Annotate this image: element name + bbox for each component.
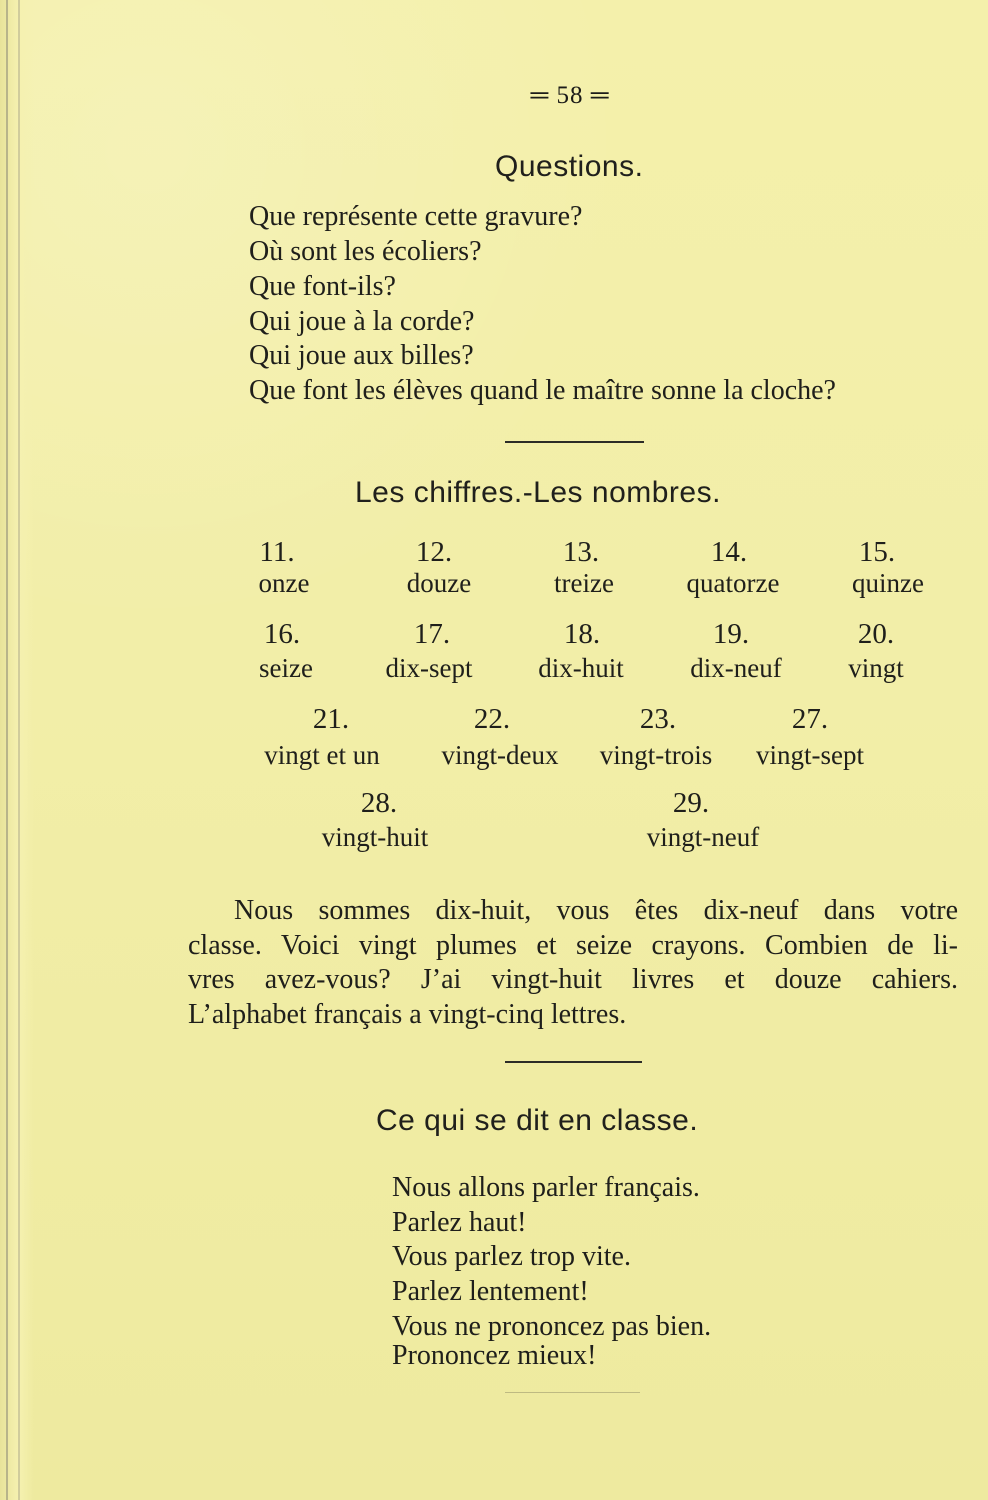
question-line: Qui joue aux billes? <box>249 340 474 371</box>
number-word: vingt-neuf <box>646 822 760 852</box>
section-divider <box>505 441 644 443</box>
spine-line <box>18 0 20 1500</box>
number-label: 11. <box>259 536 295 568</box>
classroom-line: Prononcez mieux! <box>392 1340 597 1371</box>
number-label: 14. <box>710 536 748 568</box>
number-label: 17. <box>413 618 451 650</box>
faint-divider <box>505 1392 640 1393</box>
number-label: 19. <box>712 618 750 650</box>
number-word: quinze <box>852 568 924 598</box>
classroom-line: Nous allons parler français. <box>392 1172 700 1203</box>
number-word: vingt et un <box>264 740 380 770</box>
spine-line <box>6 0 8 1500</box>
classroom-line: Parlez lentement! <box>392 1276 589 1307</box>
number-word: treize <box>554 568 614 598</box>
numbers-title: Les chiffres.-Les nombres. <box>355 476 721 509</box>
number-word: vingt-sept <box>756 740 864 770</box>
number-label: 16. <box>263 618 301 650</box>
classroom-line: Vous parlez trop vite. <box>392 1241 631 1272</box>
number-word: vingt-huit <box>321 822 429 852</box>
book-spine <box>0 0 34 1500</box>
paragraph-line: L’alphabet français a vingt-cinq lettres. <box>188 998 627 1030</box>
number-word: vingt-trois <box>599 740 713 770</box>
question-line: Qui joue à la corde? <box>249 306 475 337</box>
number-label: 28. <box>360 787 398 819</box>
number-word: dix-huit <box>538 653 624 683</box>
number-word: vingt <box>848 653 904 683</box>
classroom-line: Parlez haut! <box>392 1207 527 1238</box>
section-divider <box>505 1061 642 1063</box>
number-word: onze <box>258 568 310 598</box>
paragraph-line: classe. Voici vingt plumes et seize crayons. Combien de li- <box>188 929 958 961</box>
question-line: Que représente cette gravure? <box>249 201 583 232</box>
number-word: dix-neuf <box>690 653 782 683</box>
number-label: 23. <box>639 703 677 735</box>
classroom-title: Ce qui se dit en classe. <box>376 1104 699 1137</box>
question-line: Que font-ils? <box>249 271 396 302</box>
number-label: 13. <box>562 536 600 568</box>
number-label: 27. <box>791 703 829 735</box>
page-number: ═ 58 ═ <box>530 82 610 109</box>
paragraph-line: vres avez-vous? J’ai vingt-huit livres et douze cahiers. <box>188 964 958 995</box>
question-line: Que font les élèves quand le maître sonne la cloche? <box>249 375 836 406</box>
number-word: douze <box>406 568 472 598</box>
number-label: 22. <box>473 703 511 735</box>
number-label: 12. <box>415 536 453 568</box>
number-word: dix-sept <box>385 653 473 683</box>
number-word: seize <box>259 653 313 683</box>
numbers-paragraph <box>188 897 958 1035</box>
number-word: quatorze <box>686 568 780 598</box>
number-word: vingt-deux <box>441 740 559 770</box>
questions-title: Questions. <box>495 150 644 183</box>
classroom-line: Vous ne prononcez pas bien. <box>392 1311 712 1342</box>
number-label: 18. <box>563 618 601 650</box>
number-label: 29. <box>672 787 710 819</box>
number-label: 21. <box>312 703 350 735</box>
number-label: 15. <box>858 536 896 568</box>
number-label: 20. <box>857 618 895 650</box>
question-line: Où sont les écoliers? <box>249 236 482 267</box>
paragraph-line: Nous sommes dix-huit, vous êtes dix-neuf dans votre <box>234 895 958 926</box>
